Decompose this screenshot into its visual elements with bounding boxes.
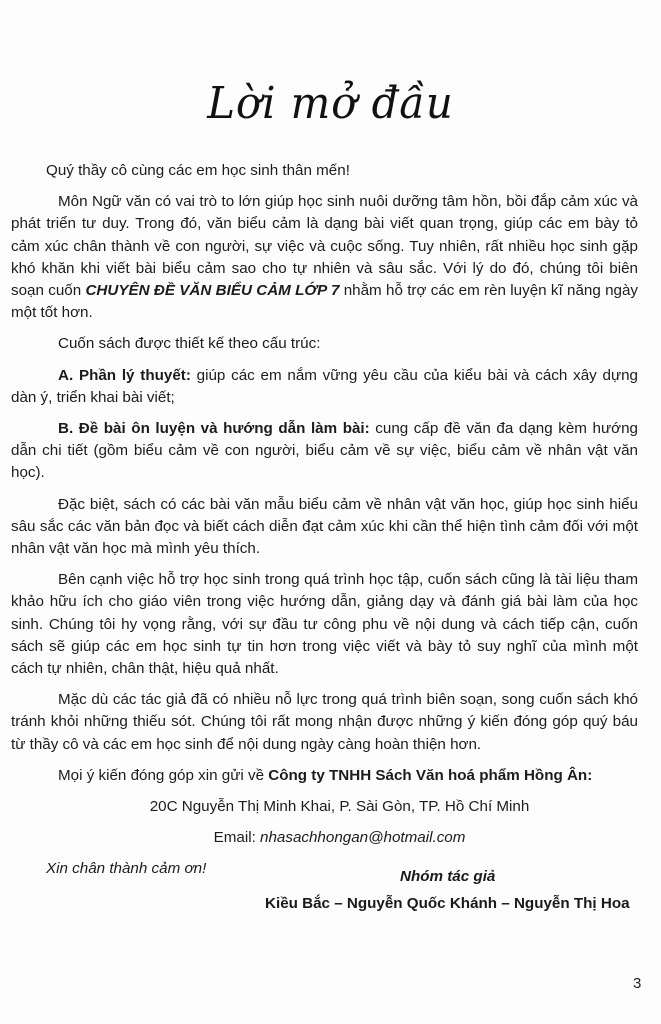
section-a xyxy=(11,365,638,409)
section-b xyxy=(11,418,638,485)
preface-body xyxy=(11,160,638,890)
paragraph-intro-after: nhằm hỗ trợ các em rèn luyện kĩ năng ngày một tốt hơn. xyxy=(11,282,639,322)
contact-address: 20C Nguyễn Thị Minh Khai, P. Sài Gòn, TP. Hồ Chí Minh xyxy=(149,798,530,816)
structure-intro: Cuốn sách được thiết kế theo cấu trúc: xyxy=(58,335,321,353)
paragraph-feedback: Mặc dù các tác giả đã có nhiều nỗ lực trong quá trình biên soạn, song cuốn sách khó tránh khỏi những thiếu sót. Chúng tôi rất mong nhận được những ý kiến đóng góp quý báu từ thầy cô và các em học sinh để nội dung ngày càng hoàn thiện hơn. xyxy=(11,691,638,753)
paragraph-intro-before: Môn Ngữ văn có vai trò to lớn giúp học sinh nuôi dưỡng tâm hồn, bồi đắp cảm xúc và phát triển tư duy. Trong đó, văn biểu cảm là dạng bài viết quan trọng, giúp các em bày tỏ cảm xúc chân thành về con người, sự việc và cuộc sống. Tuy nhiên, rất nhiều học sinh gặp khó khăn khi viết bài biểu cảm sao cho tự nhiên và sâu sắc. Với lý do đó, chúng tôi biên soạn cuốn xyxy=(11,193,638,300)
page-number: 3 xyxy=(633,975,642,992)
email-label: Email: xyxy=(213,829,261,847)
greeting: Quý thầy cô cùng các em học sinh thân mến! xyxy=(46,162,350,179)
thanks-line: Xin chân thành cảm ơn! xyxy=(46,860,207,878)
section-b-label: B. Đề bài ôn luyện và hướng dẫn làm bài: xyxy=(58,420,370,438)
paragraph-intro xyxy=(11,191,638,324)
contact-company: Công ty TNHH Sách Văn hoá phẩm Hồng Ân: xyxy=(268,766,593,784)
author-group-label: Nhóm tác giả xyxy=(400,868,496,885)
paragraph-special: Đặc biệt, sách có các bài văn mẫu biểu cảm về nhân vật văn học, giúp học sinh hiểu sâu sắc các văn bản đọc và biết cách diễn đạt cảm xúc khi cần thể hiện tình cảm đối với một nhân vật văn học mà mình yêu thích. xyxy=(11,495,638,558)
section-a-label: A. Phần lý thuyết: xyxy=(58,366,191,384)
contact-email-line xyxy=(11,827,638,849)
contact-intro: Mọi ý kiến đóng góp xin gửi về xyxy=(58,766,269,784)
section-a-text: giúp các em nắm vững yêu cầu của kiểu bài và cách xây dựng dàn ý, triển khai bài viết; xyxy=(11,366,638,406)
author-names: Kiều Bắc – Nguyễn Quốc Khánh – Nguyễn Thị Hoa xyxy=(265,895,630,912)
contact-line xyxy=(11,765,638,787)
section-b-text: cung cấp đề văn đa dạng kèm hướng dẫn chi tiết (gồm biểu cảm về con người, biểu cảm về sự việc, biểu cảm về nhân vật văn học). xyxy=(11,420,638,482)
paragraph-support: Bên cạnh việc hỗ trợ học sinh trong quá trình học tập, cuốn sách cũng là tài liệu tham khảo hữu ích cho giáo viên trong việc hướng dẫn, giảng dạy và đánh giá bài làm của học sinh. Chúng tôi hy vọng rằng, với sự đầu tư công phu về nội dung và cách tiếp cận, cuốn sách sẽ giúp các em học sinh tự tin hơn trong việc viết và bày tỏ suy nghĩ của mình một cách tự nhiên, chân thật, hiệu quả nhất. xyxy=(11,571,638,678)
email-address[interactable]: nhasachhongan@hotmail.com xyxy=(260,829,466,847)
book-title: CHUYÊN ĐỀ VĂN BIỂU CẢM LỚP 7 xyxy=(85,282,340,300)
page-title: Lời mở đầu xyxy=(207,78,454,129)
